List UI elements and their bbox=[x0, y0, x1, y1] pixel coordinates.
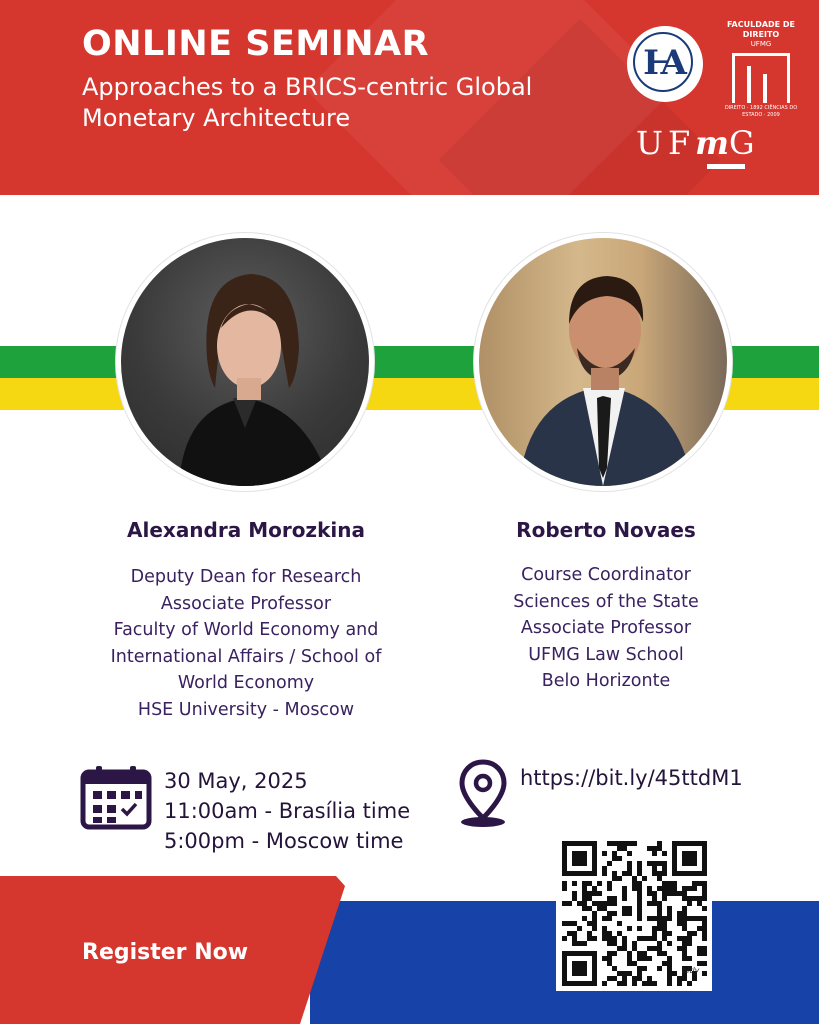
speaker-name: Roberto Novaes bbox=[516, 518, 696, 542]
registration-link[interactable]: https://bit.ly/45ttdM1 bbox=[520, 766, 743, 790]
calendar-icon bbox=[80, 764, 152, 830]
event-time-moscow: 5:00pm - Moscow time bbox=[164, 829, 404, 853]
ufmg-logo-bar bbox=[707, 164, 745, 169]
role-line: HSE University - Moscow bbox=[137, 699, 355, 720]
bitly-brand: bitly bbox=[682, 966, 700, 975]
seminar-title: ONLINE SEMINAR bbox=[82, 24, 430, 64]
subtitle-line: Monetary Architecture bbox=[82, 104, 351, 132]
speaker-photo-novaes bbox=[474, 233, 732, 491]
speaker-portrait bbox=[121, 238, 369, 486]
role-line: UFMG Law School bbox=[528, 644, 684, 665]
register-now-label[interactable]: Register Now bbox=[82, 940, 249, 965]
ufmg-logo bbox=[636, 124, 796, 162]
hse-logo bbox=[627, 26, 703, 102]
map-pin-icon bbox=[456, 758, 510, 830]
building-icon bbox=[732, 53, 790, 103]
role-line: International Affairs / School of bbox=[110, 646, 382, 667]
ufmg-logo-part: UF bbox=[636, 124, 696, 162]
role-line: World Economy bbox=[177, 673, 315, 693]
speaker-portrait bbox=[479, 238, 727, 486]
law-logo-text: UFMG bbox=[750, 40, 772, 48]
event-date: 30 May, 2025 bbox=[164, 769, 308, 793]
role-line: Associate Professor bbox=[160, 593, 332, 614]
law-logo-text: FACULDADE DE DIREITO bbox=[726, 20, 796, 39]
event-datetime bbox=[164, 766, 410, 856]
role-line: Course Coordinator bbox=[521, 565, 691, 585]
hse-logo-glyph: Ꙗ bbox=[643, 43, 687, 83]
role-line: Sciences of the State bbox=[513, 591, 699, 612]
speaker-role bbox=[86, 564, 406, 723]
event-time-brasilia: 11:00am - Brasília time bbox=[164, 799, 411, 823]
speaker-role bbox=[456, 562, 756, 695]
law-logo-text: DIREITO · 1892 CIÊNCIAS DO ESTADO · 2009 bbox=[724, 105, 798, 118]
ufmg-logo-part: m bbox=[695, 124, 730, 162]
header-banner bbox=[0, 0, 819, 195]
speaker-photo-morozkina bbox=[116, 233, 374, 491]
speaker-name: Alexandra Morozkina bbox=[127, 518, 365, 542]
role-line: Faculty of World Economy and bbox=[113, 620, 379, 640]
subtitle-line: Approaches to a BRICS-centric Global bbox=[82, 73, 533, 101]
role-line: Associate Professor bbox=[520, 618, 692, 638]
role-line: Belo Horizonte bbox=[541, 671, 671, 691]
law-faculty-logo bbox=[716, 20, 806, 118]
ufmg-logo-part: G bbox=[729, 124, 760, 162]
role-line: Deputy Dean for Research bbox=[130, 567, 362, 587]
seminar-subtitle bbox=[82, 72, 602, 134]
